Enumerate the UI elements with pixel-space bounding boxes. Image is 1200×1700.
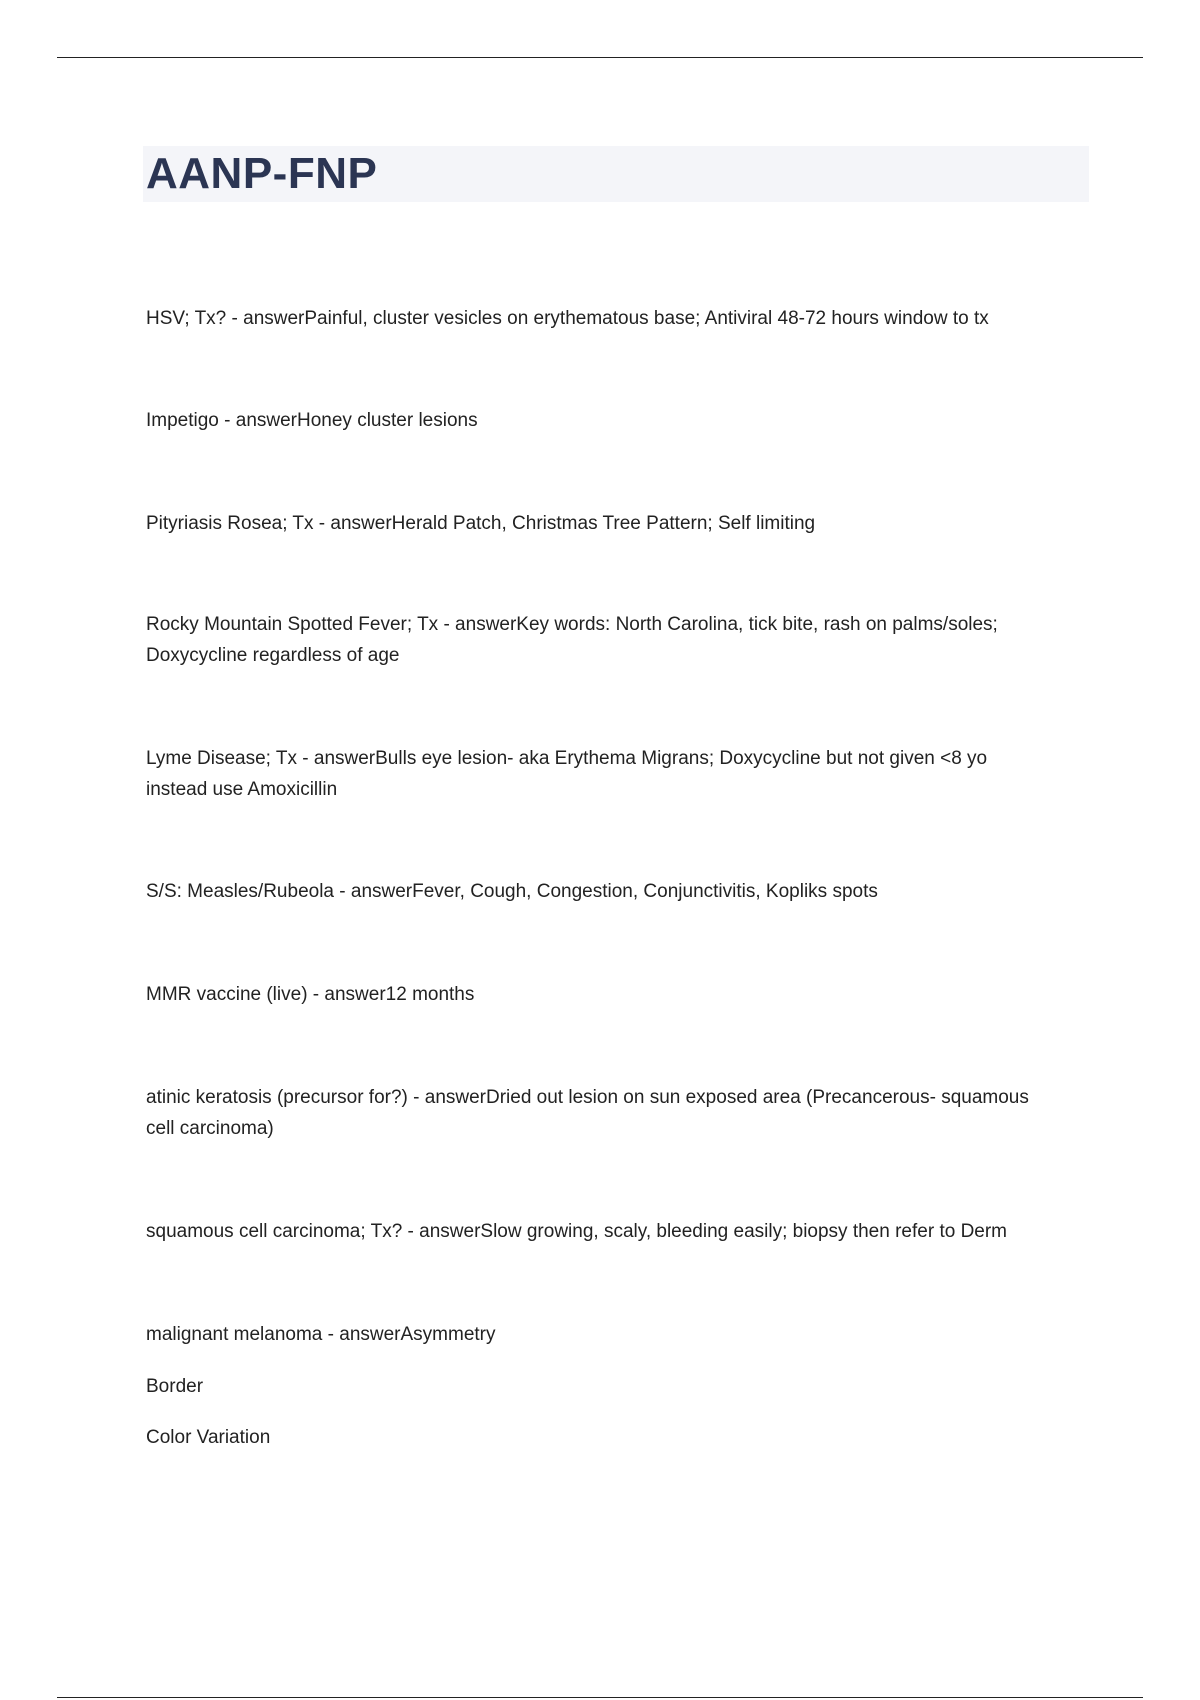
flashcard-entry <box>146 609 1092 671</box>
entry-line: MMR vaccine (live) - answer12 months <box>146 984 475 1005</box>
entry-line: Impetigo - answerHoney cluster lesions <box>146 410 478 431</box>
entry-line: malignant melanoma - answerAsymmetry <box>146 1324 496 1345</box>
flashcard-entry <box>146 876 1092 907</box>
entry-line: Doxycycline regardless of age <box>146 645 400 666</box>
top-rule <box>57 57 1143 58</box>
continuation-line: Color Variation <box>146 1427 271 1448</box>
entry-line: S/S: Measles/Rubeola - answerFever, Cough, Congestion, Conjunctivitis, Kopliks spots <box>146 881 878 902</box>
entry-line: cell carcinoma) <box>146 1118 274 1139</box>
flashcard-entry <box>146 743 1092 805</box>
entry-line: Pityriasis Rosea; Tx - answerHerald Patch, Christmas Tree Pattern; Self limiting <box>146 513 816 534</box>
entry-line: atinic keratosis (precursor for?) - answerDried out lesion on sun exposed area (Precancerous- squamous <box>146 1087 1029 1108</box>
entry-line: HSV; Tx? - answerPainful, cluster vesicles on erythematous base; Antiviral 48-72 hours window to tx <box>146 308 989 329</box>
flashcard-entry <box>146 303 1092 334</box>
continuation-line: Border <box>146 1376 204 1397</box>
entry-line: instead use Amoxicillin <box>146 779 338 800</box>
flashcard-entry <box>146 1216 1092 1247</box>
flashcard-entry <box>146 508 1092 539</box>
document-title: AANP-FNP <box>146 149 378 198</box>
flashcard-entry <box>146 405 1092 436</box>
flashcard-entry <box>146 1319 1092 1350</box>
entry-line: squamous cell carcinoma; Tx? - answerSlow growing, scaly, bleeding easily; biopsy then refer to Derm <box>146 1221 1008 1242</box>
flashcard-entry <box>146 1082 1092 1144</box>
bottom-rule <box>57 1697 1143 1698</box>
entry-line: Rocky Mountain Spotted Fever; Tx - answerKey words: North Carolina, tick bite, rash on palms/soles; <box>146 614 998 635</box>
entry-line: Lyme Disease; Tx - answerBulls eye lesion- aka Erythema Migrans; Doxycycline but not given <8 yo <box>146 748 988 769</box>
flashcard-entry <box>146 979 1092 1010</box>
